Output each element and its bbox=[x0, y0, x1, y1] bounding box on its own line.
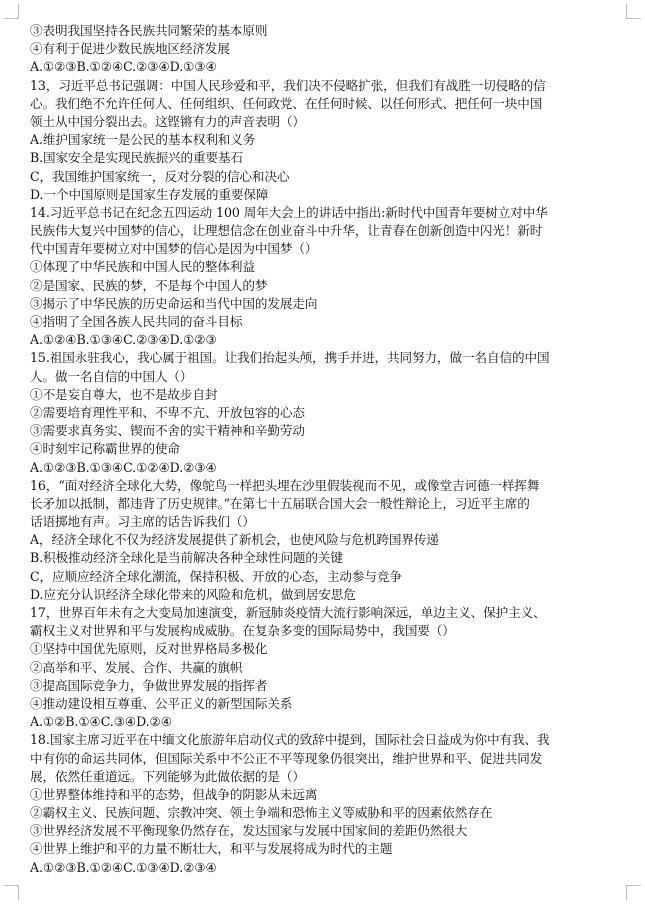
text-line: B.国家安全是实现民族振兴的重要基石 bbox=[30, 150, 243, 166]
text-line: ③需要求真务实、锲而不舍的实干精神和辛勤劳动 bbox=[30, 423, 305, 439]
text-line: ②高举和平、发展、合作、共赢的旗帜 bbox=[30, 659, 243, 675]
text-line: ①坚持中国优先原则，反对世界格局多极化 bbox=[30, 641, 268, 657]
text-line: ③表明我国坚持各民族共同繁荣的基本原则 bbox=[30, 23, 268, 38]
text-line: A.①②B.①④C.③④D.②④ bbox=[30, 714, 172, 730]
text-line: ④推动建设相互尊重、公平正义的新型国际关系 bbox=[30, 695, 293, 711]
corner-mark-top-left bbox=[4, 4, 19, 19]
text-line: ②是国家、民族的梦，不是每个中国人的梦 bbox=[30, 277, 268, 293]
text-line: 中有你的命运共同体，但国际关系中不公正不平等现象仍很突出，维护世界和平、促进共同发 bbox=[30, 750, 543, 766]
text-line: 领土从中国分裂出去。这铿锵有力的声音表明（） bbox=[30, 113, 305, 129]
text-line: ①世界整体维持和平的态势，但战争的阴影从未远离 bbox=[30, 786, 318, 802]
text-line: 心。我们绝不允许任何人、任何组织、任何政党、在任何时候、以任何形式、把任何一块中国 bbox=[30, 95, 543, 111]
text-line: A.维护国家统一是公民的基本权利和义务 bbox=[30, 132, 256, 148]
text-line: 14.习近平总书记在纪念五四运动 100 周年大会上的讲话中指出:新时代中国青年要树立对中华 bbox=[30, 204, 548, 220]
text-line: 长矛加以抵制，都违背了历史规律。”在第七十五届联合国大会一般性辩论上，习近平主席的 bbox=[30, 495, 530, 511]
text-line: 16，“面对经济全球化大势，像鸵鸟一样把头埋在沙里假装视而不见，或像堂吉诃德一样挥舞 bbox=[30, 477, 540, 493]
text-line: D.一个中国原则是国家生存发展的重要保障 bbox=[30, 186, 269, 202]
text-line: 民族伟大复兴中国梦的信心，让理想信念在创业奋斗中升华，让青春在创新创造中闪光！新时 bbox=[30, 223, 543, 239]
text-line: C，应顺应经济全球化潮流，保持积极、开放的心态，主动参与竞争 bbox=[30, 568, 402, 584]
text-line: ③世界经济发展不平衡现象仍然存在，发达国家与发展中国家间的差距仍然很大 bbox=[30, 823, 468, 839]
text-line: ④世界上维护和平的力量不断壮大，和平与发展将成为时代的主题 bbox=[30, 841, 393, 857]
text-line: ④时刻牢记称霸世界的使命 bbox=[30, 441, 180, 457]
text-line: ④指明了全国各族人民共同的奋斗目标 bbox=[30, 314, 243, 329]
text-line: ③揭示了中华民族的历史命运和当代中国的发展走向 bbox=[30, 295, 318, 311]
exam-page-text bbox=[30, 22, 612, 877]
corner-mark-bottom-left bbox=[4, 885, 19, 900]
text-line: A.①②③B.①②④C.①③④D.②③④ bbox=[30, 859, 217, 875]
text-line: A.①②④B.①③④C.②③④D.①②③ bbox=[30, 332, 217, 348]
text-line: A.①②③B.①②④C.②③④D.①③④ bbox=[30, 59, 217, 75]
text-line: 13，习近平总书记强调：中国人民珍爱和平，我们决不侵略扩张，但我们有战胜一切侵略的信 bbox=[30, 77, 546, 93]
text-line: A.①②③B.①③④C.①②④D.②③④ bbox=[30, 459, 217, 475]
text-line: 展，依然任重道远。下列能够为此做依据的是（） bbox=[30, 768, 305, 784]
text-line: B.积极推动经济全球化是当前解决各种全球性问题的关键 bbox=[30, 550, 343, 566]
text-line: 话语掷地有声。习主席的话告诉我们（） bbox=[30, 514, 255, 530]
text-line: A，经济全球化不仅为经济发展提供了新机会，也使风险与危机跨国界传递 bbox=[30, 532, 439, 548]
text-line: 代中国青年要树立对中国梦的信心是因为中国梦（） bbox=[30, 241, 318, 257]
text-line: D.应充分认识经济全球化带来的风险和危机，做到居安思危 bbox=[30, 586, 356, 602]
text-line: 15.祖国永驻我心，我心属于祖国。让我们抬起头颅，携手并进，共同努力，做一名自信的中国 bbox=[30, 350, 550, 366]
text-line: 人。做一名自信的中国人（） bbox=[30, 368, 193, 384]
text-line: 霸权主义对世界和平与发展构成威胁。在复杂多变的国际局势中，我国要（） bbox=[30, 623, 455, 639]
text-line: 18.国家主席习近平在中缅文化旅游年启动仪式的致辞中提到，国际社会日益成为你中有我、我 bbox=[30, 732, 550, 748]
text-line: ④有利于促进少数民族地区经济发展 bbox=[30, 41, 230, 57]
text-line: ①体现了中华民族和中国人民的整体利益 bbox=[30, 259, 255, 275]
text-line: ①不是妄自尊大，也不是故步自封 bbox=[30, 386, 218, 402]
text-line: ②需要培育理性平和、不卑不亢、开放包容的心态 bbox=[30, 404, 305, 420]
text-line: 17，世界百年未有之大变局加速演变，新冠肺炎疫情大流行影响深远，单边主义、保护主义、 bbox=[30, 605, 546, 620]
corner-mark-bottom-right bbox=[626, 885, 641, 900]
text-line: C，我国维护国家统一，反对分裂的信心和决心 bbox=[30, 168, 290, 184]
text-line: ③提高国际竞争力，争做世界发展的指挥者 bbox=[30, 677, 268, 693]
text-line: ②霸权主义、民族问题、宗教冲突、领土争端和恐怖主义等威胁和平的因素依然存在 bbox=[30, 805, 493, 821]
corner-mark-top-right bbox=[626, 4, 641, 19]
